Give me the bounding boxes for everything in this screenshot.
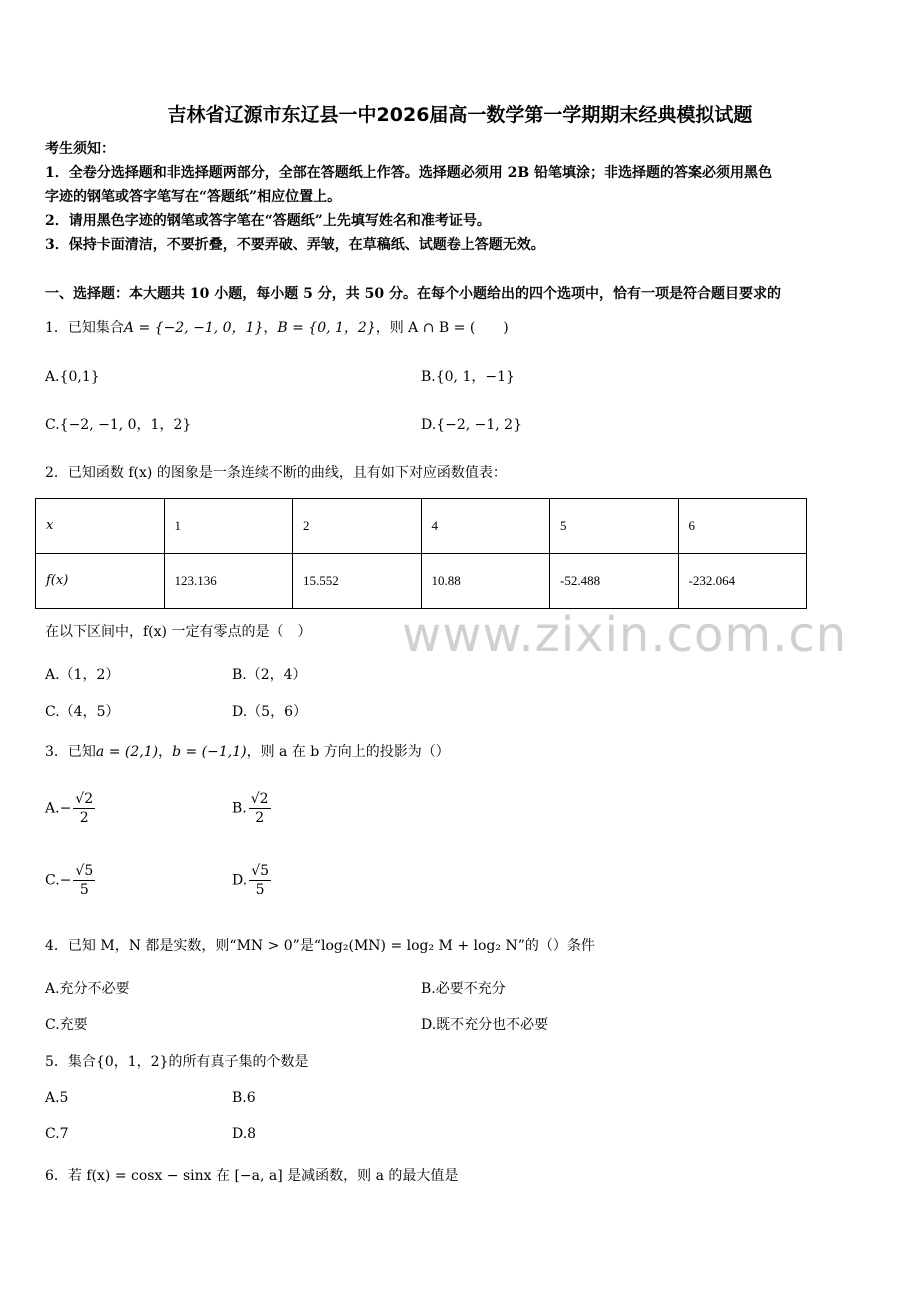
question-1-prefix: 已知集合 <box>67 320 124 336</box>
watermark: www.zixin.com.cn <box>402 607 848 663</box>
option-label: C. <box>45 872 60 889</box>
fraction <box>249 862 271 899</box>
notice-item-3: 3．保持卡面清洁，不要折叠，不要弄破、弄皱，在草稿纸、试题卷上答题无效。 <box>45 237 545 253</box>
table-cell: f(x) <box>36 554 165 609</box>
numerator: √2 <box>73 790 95 809</box>
question-number: 4． <box>45 938 68 954</box>
table-cell: 5 <box>550 499 679 554</box>
option-a: A.（1，2） <box>45 667 120 683</box>
option-c: C.充要 <box>45 1017 88 1033</box>
table-cell: 4 <box>421 499 550 554</box>
vector-b: b = (−1,1) <box>172 744 247 760</box>
option-a: A.{0,1} <box>45 369 100 385</box>
option-a: A.充分不必要 <box>45 981 130 997</box>
question-6-stem <box>45 1167 458 1185</box>
minus-sign: − <box>59 872 72 889</box>
fraction <box>73 790 95 827</box>
question-number: 3． <box>45 744 68 760</box>
option-c: C.7 <box>45 1126 69 1142</box>
denominator: 2 <box>79 810 89 827</box>
option-label: A. <box>45 800 60 817</box>
option-a: A.5 <box>45 1090 69 1106</box>
question-3-prefix: 已知 <box>67 744 96 760</box>
question-number: 2． <box>45 465 68 481</box>
question-3-stem: 3．已知a = (2,1)，b = (−1,1)，则 a 在 b 方向上的投影为（） <box>45 744 450 760</box>
question-4-stem <box>45 937 595 955</box>
option-label: B. <box>232 800 247 817</box>
question-2-stem <box>45 464 507 482</box>
question-5-stem <box>45 1053 308 1071</box>
fraction <box>73 862 95 899</box>
option-b <box>232 790 271 827</box>
table-cell: -52.488 <box>550 554 679 609</box>
denominator: 5 <box>255 882 265 899</box>
option-a <box>45 790 95 827</box>
table-cell: 1 <box>164 499 293 554</box>
option-d <box>232 862 271 899</box>
table-cell: 123.136 <box>164 554 293 609</box>
question-3-ask: 则 a 在 b 方向上的投影为（） <box>260 744 450 760</box>
option-d: D.8 <box>232 1126 257 1142</box>
option-b: B.（2，4） <box>232 667 307 683</box>
table-cell: -232.064 <box>678 554 807 609</box>
question-number: 6． <box>45 1168 68 1184</box>
set-b: B = {0, 1，2} <box>277 320 376 336</box>
option-label: D. <box>232 872 248 889</box>
question-2-ask: 在以下区间中，f(x) 一定有零点的是（ ） <box>45 624 312 640</box>
question-1-ask: 则 A ∩ B = ( ) <box>389 320 509 336</box>
numerator: √2 <box>249 790 271 809</box>
table-cell: 15.552 <box>293 554 422 609</box>
table-row <box>36 554 807 609</box>
question-2-text: 已知函数 f(x) 的图象是一条连续不断的曲线，且有如下对应函数值表： <box>67 465 507 481</box>
notice-item-2: 2．请用黑色字迹的钢笔或答字笔在“答题纸”上先填写姓名和准考证号。 <box>45 213 491 229</box>
notice-heading: 考生须知： <box>45 141 115 157</box>
question-1-stem: 1．已知集合A = {−2, −1, 0，1}，B = {0, 1，2}，则 A ∩ B = ( ) <box>45 320 509 336</box>
minus-sign: − <box>59 800 72 817</box>
option-b: B.必要不充分 <box>421 981 506 997</box>
option-b: B.6 <box>232 1090 256 1106</box>
function-value-table <box>35 498 807 609</box>
section-heading-choice: 一、选择题：本大题共 10 小题，每小题 5 分，共 50 分。在每个小题给出的四个选项中，恰有一项是符合题目要求的 <box>45 286 781 302</box>
question-4-text: 已知 M，N 都是实数，则“MN > 0”是“log₂(MN) = log₂ M + log₂ N”的（）条件 <box>67 938 595 954</box>
notice-item-1-line-2: 字迹的钢笔或答字笔写在“答题纸”相应位置上。 <box>45 189 342 205</box>
set-a: A = {−2, −1, 0，1} <box>123 320 264 336</box>
option-d: D.既不充分也不必要 <box>421 1017 549 1033</box>
notice-item-1-line-1: 1．全卷分选择题和非选择题两部分，全部在答题纸上作答。选择题必须用 2B 铅笔填涂；非选择题的答案必须用黑色 <box>45 165 773 181</box>
question-5-text: 集合{0，1，2}的所有真子集的个数是 <box>67 1054 309 1070</box>
question-number: 5． <box>45 1054 68 1070</box>
numerator: √5 <box>73 862 95 881</box>
option-d: D.（5，6） <box>232 704 307 720</box>
page-title: 吉林省辽源市东辽县一中2026届高一数学第一学期期末经典模拟试题 <box>167 104 753 126</box>
table-cell: 6 <box>678 499 807 554</box>
numerator: √5 <box>249 862 271 881</box>
vector-a: a = (2,1) <box>95 744 159 760</box>
table-cell: 10.88 <box>421 554 550 609</box>
denominator: 5 <box>79 882 89 899</box>
question-number: 1． <box>45 320 68 336</box>
option-d: D.{−2, −1, 2} <box>421 417 522 433</box>
option-c: C.（4，5） <box>45 704 120 720</box>
table-cell: 2 <box>293 499 422 554</box>
option-c: C.{−2, −1, 0，1，2} <box>45 417 192 433</box>
option-c <box>45 862 95 899</box>
option-b: B.{0, 1，−1} <box>421 369 515 385</box>
denominator: 2 <box>255 810 265 827</box>
table-row <box>36 499 807 554</box>
table-cell: x <box>36 499 165 554</box>
question-6-text: 若 f(x) = cosx − sinx 在 [−a, a] 是减函数，则 a 的最大值是 <box>67 1168 459 1184</box>
fraction <box>249 790 271 827</box>
